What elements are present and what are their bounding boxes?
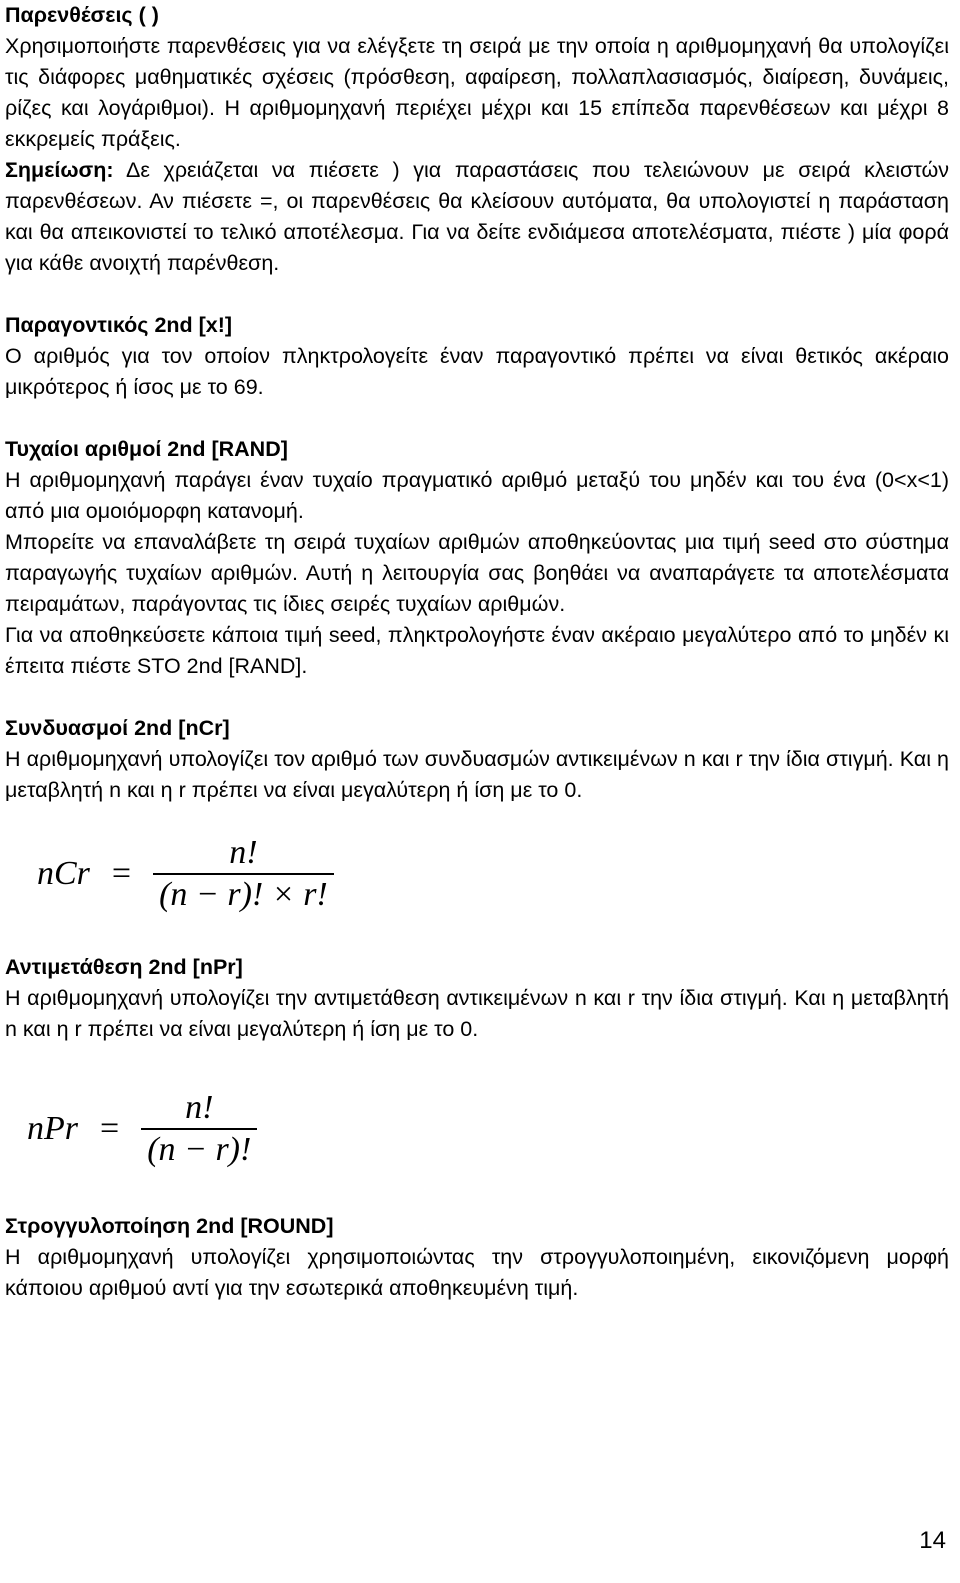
section-title: Στρογγυλοποίηση 2nd [ROUND] [5,1214,334,1238]
formula-fraction [153,833,334,915]
formula-lhs: nPr [27,1110,78,1147]
paragraph: Ο αριθμός για τον οποίον πληκτρολογείτε έναν παραγοντικό πρέπει να είναι θετικός ακέραιο μικρότερος ή ίσος με το 69. [5,344,949,399]
ncr-formula [5,826,949,922]
section-title: Παραγοντικός 2nd [x!] [5,313,233,337]
section-permutations [5,952,949,1177]
paragraph: Η αριθμομηχανή υπολογίζει τον αριθμό των συνδυασμών αντικειμένων n και r την ίδια στιγμή. Και η μεταβλητή n και η r πρέπει να είναι μεγαλύτερη ή ίση με το 0. [5,747,949,802]
paragraph: Η αριθμομηχανή υπολογίζει την αντιμετάθεση αντικειμένων n και r την ίδια στιγμή. Και η μεταβλητή n και η r πρέπει να είναι μεγαλύτερη ή ίση με το 0. [5,986,949,1041]
document-page [5,0,949,1304]
paragraph: Χρησιμοποιήστε παρενθέσεις για να ελέγξετε τη σειρά με την οποία η αριθμομηχανή θα υπολογίζει τις διάφορες μαθηματικές σχέσεις (πρόσθεση, αφαίρεση, πολλαπλασιασμός, διαίρεση, δυνάμεις, ρίζες και λογάριθμοι). Η αριθμομηχανή περιέχει μέχρι και 15 επίπεδα παρενθέσεων και μέχρι 8 εκκρεμείς πράξεις. [5,34,949,151]
note-text: Δε χρειάζεται να πιέσετε ) για παραστάσεις που τελειώνουν με σειρά κλειστών παρενθέσεων. Αν πιέσετε =, οι παρενθέσεις θα κλείσουν αυτόματα, θα υπολογιστεί η παράσταση και θα απεικονιστεί το τελικό αποτέλεσμα. Για να δείτε ενδιάμεσα αποτελέσματα, πιέστε ) μία φορά για κάθε ανοιχτή παρένθεση. [5,158,949,275]
paragraph: Μπορείτε να επαναλάβετε τη σειρά τυχαίων αριθμών αποθηκεύοντας μια τιμή seed στο σύστημα παραγωγής τυχαίων αριθμών. Αυτή η λειτουργία σας βοηθάει να αναπαράγετε τα αποτελέσματα πειραμάτων, παράγοντας τις ίδιες σειρές τυχαίων αριθμών. [5,530,949,616]
note-label: Σημείωση: [5,158,114,182]
page-number: 14 [919,1527,946,1554]
formula-equals: = [100,1110,120,1147]
section-random [5,434,949,682]
paragraph: Για να αποθηκεύσετε κάποια τιμή seed, πληκτρολογήστε έναν ακέραιο μεγαλύτερο από το μηδέν κι έπειτα πιέστε STO 2nd [RAND]. [5,623,949,678]
formula-denominator: (n − r)! × r! [159,876,328,913]
section-title: Παρενθέσεις ( ) [5,3,159,27]
formula-numerator: n! [229,834,258,871]
paragraph: Η αριθμομηχανή υπολογίζει χρησιμοποιώντας την στρογγυλοποιημένη, εικονιζόμενη μορφή κάποιου αριθμού αντί για την εσωτερικά αποθηκευμένη τιμή. [5,1245,949,1300]
section-rounding [5,1211,949,1304]
section-parentheses [5,0,949,279]
note-paragraph [5,155,949,279]
section-title: Τυχαίοι αριθμοί 2nd [RAND] [5,437,288,461]
paragraph: Η αριθμομηχανή παράγει έναν τυχαίο πραγματικό αριθμό μεταξύ του μηδέν και του ένα (0<x<1) από μια ομοιόμορφη κατανομή. [5,468,949,523]
formula-denominator: (n − r)! [147,1131,252,1168]
section-combinations [5,713,949,922]
section-title: Αντιμετάθεση 2nd [nPr] [5,955,243,979]
formula-equals: = [111,855,132,892]
section-title: Συνδυασμοί 2nd [nCr] [5,716,230,740]
formula-numerator: n! [185,1089,214,1126]
formula-fraction [141,1088,257,1170]
formula-lhs: nCr [37,855,90,892]
section-factorial [5,310,949,403]
npr-formula [5,1081,949,1177]
